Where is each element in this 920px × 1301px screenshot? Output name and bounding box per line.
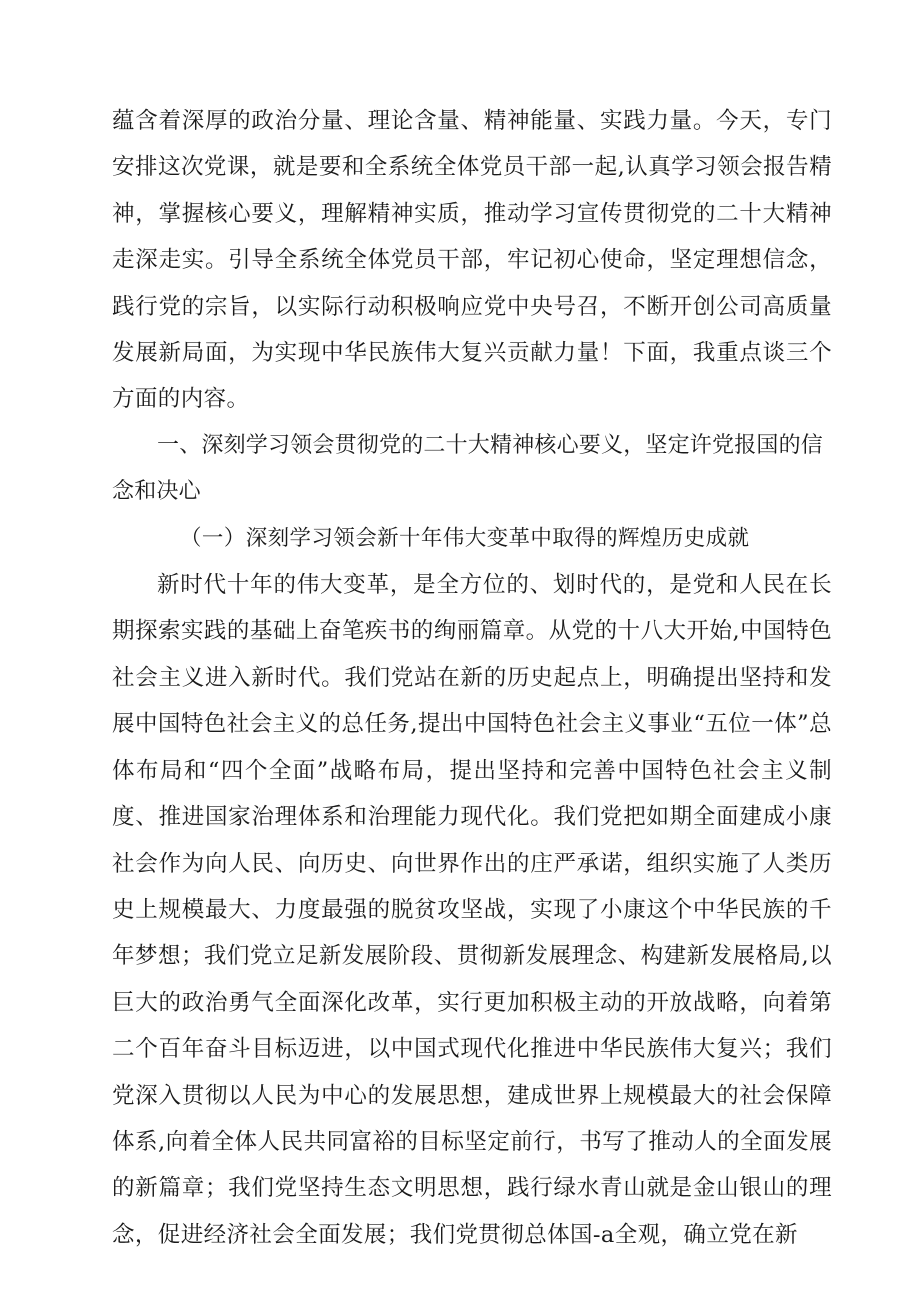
- section-heading-1: 一、深刻学习领会贯彻党的二十大精神核心要义，坚定许党报国的信念和决心: [112, 432, 824, 505]
- body-paragraph-achievements: 新时代十年的伟大变革，是全方位的、划时代的，是党和人民在长期探索实践的基础上奋笔疾书的绚丽篇章。从党的十八大开始,中国特色社会主义进入新时代。我们党站在新的历史起点上，明确提出坚持和发展中国特色社会主义的总任务,提出中国特色社会主义事业“五位一体”总体布局和“四个全面”战略布局，提出坚持和完善中国特色社会主义制度、推进国家治理体系和治理能力现代化。我们党把如期全面建成小康社会作为向人民、向历史、向世界作出的庄严承诺，组织实施了人类历史上规模最大、力度最强的脱贫攻坚战，实现了小康这个中华民族的千年梦想；我们党立足新发展阶段、贯彻新发展理念、构建新发展格局,以巨大的政治勇气全面深化改革，实行更加积极主动的开放战略，向着第二个百年奋斗目标迈进，以中国式现代化推进中华民族伟大复兴；我们党深入贯彻以人民为中心的发展思想，建成世界上规模最大的社会保障体系,向着全体人民共同富裕的目标坚定前行，书写了推动人的全面发展的新篇章；我们党坚持生态文明思想，践行绿水青山就是金山银山的理念，促进经济社会全面发展；我们党贯彻总体国-a全观，确立党在新: [112, 572, 832, 1248]
- body-paragraph-intro: 蕴含着深厚的政治分量、理论含量、精神能量、实践力量。今天，专门安排这次党课，就是要和全系统全体党员干部一起,认真学习领会报告精神，掌握核心要义，理解精神实质，推动学习宣传贯彻党的二十大精神走深走实。引导全系统全体党员干部，牢记初心使命，坚定理想信念，践行党的宗旨，以实际行动积极响应党中央号召，不断开创公司高质量发展新局面，为实现中华民族伟大复兴贡献力量！下面，我重点谈三个方面的内容。: [112, 108, 832, 413]
- document-body: [112, 98, 832, 1258]
- subsection-heading-1: （一）深刻学习领会新十年伟大变革中取得的辉煌历史成就: [180, 525, 750, 551]
